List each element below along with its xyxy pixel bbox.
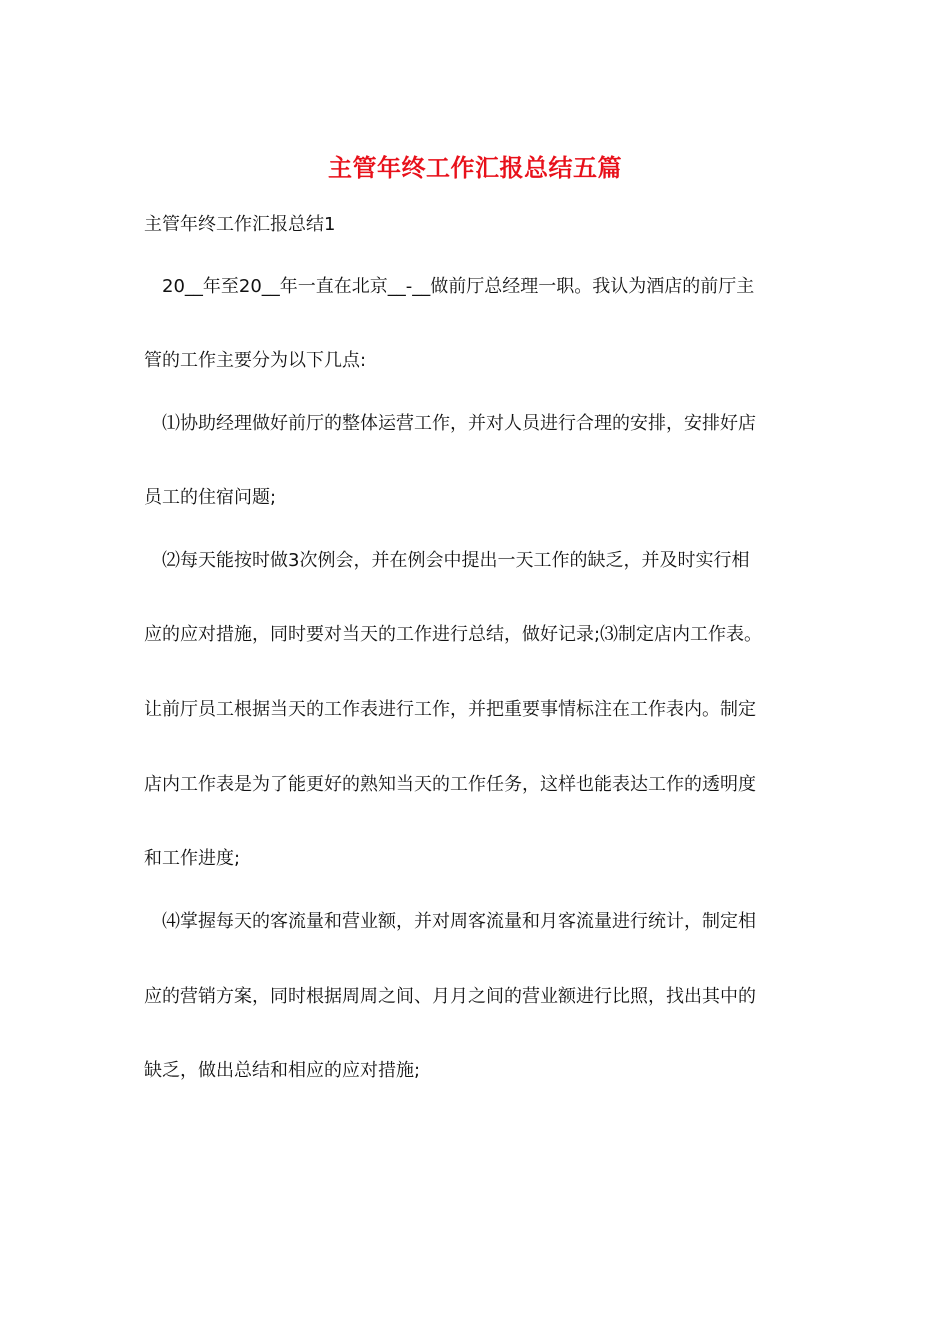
paragraph-line: 店内工作表是为了能更好的熟知当天的工作任务，这样也能表达工作的透明度 <box>144 774 756 795</box>
paragraph-line: ⑵每天能按时做3次例会，并在例会中提出一天工作的缺乏，并及时实行相 <box>162 550 750 571</box>
paragraph-line: ⑷掌握每天的客流量和营业额，并对周客流量和月客流量进行统计，制定相 <box>162 911 756 932</box>
paragraph-line: 管的工作主要分为以下几点: <box>144 350 367 371</box>
paragraph-line: 应的营销方案，同时根据周周之间、月月之间的营业额进行比照，找出其中的 <box>144 986 756 1007</box>
paragraph-line: 缺乏，做出总结和相应的应对措施; <box>144 1060 421 1081</box>
paragraph-line: 20__年至20__年一直在北京__-__做前厅总经理一职。我认为酒店的前厅主 <box>162 276 755 297</box>
paragraph-line: 员工的住宿问题; <box>144 487 277 508</box>
section-heading: 主管年终工作汇报总结1 <box>144 214 336 235</box>
paragraph-line: ⑴协助经理做好前厅的整体运营工作，并对人员进行合理的安排，安排好店 <box>162 413 756 434</box>
document-title: 主管年终工作汇报总结五篇 <box>328 153 622 182</box>
paragraph-line: 和工作进度; <box>144 848 241 869</box>
paragraph-line: 让前厅员工根据当天的工作表进行工作，并把重要事情标注在工作表内。制定 <box>144 699 756 720</box>
paragraph-line: 应的应对措施，同时要对当天的工作进行总结，做好记录;⑶制定店内工作表。 <box>144 624 763 645</box>
